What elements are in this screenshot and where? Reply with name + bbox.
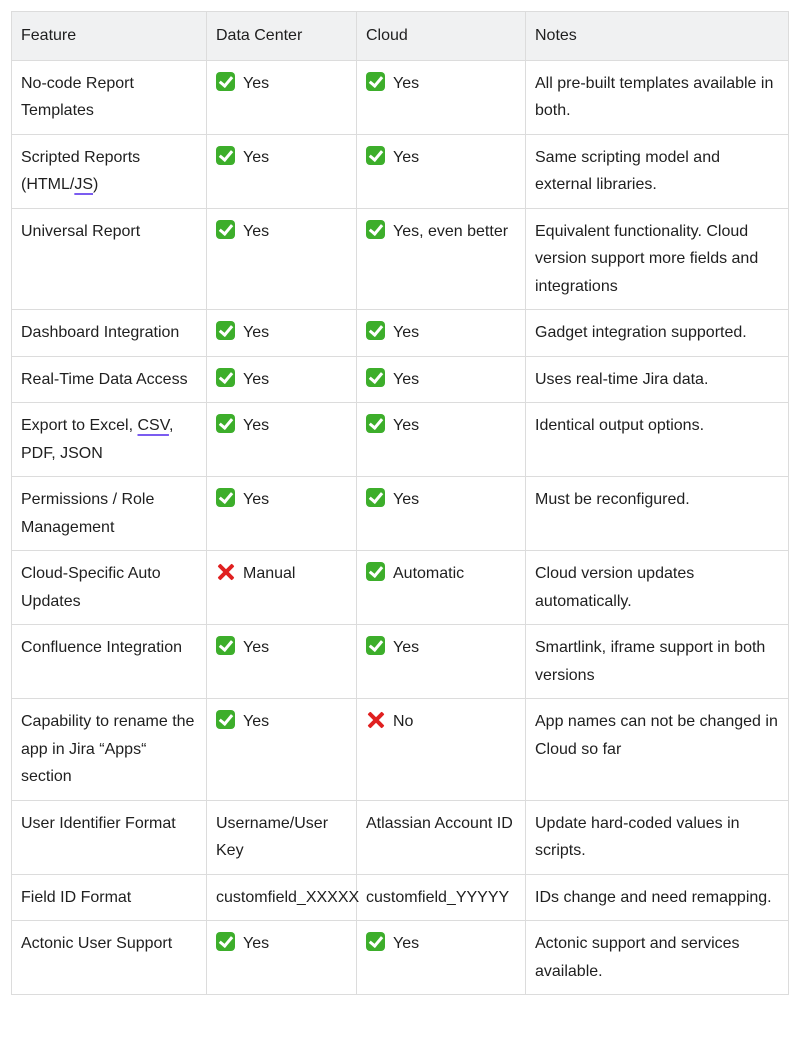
status-text: Automatic: [393, 565, 465, 582]
feature-cell: [12, 874, 207, 921]
status-text: customfield_XXXXX: [216, 888, 360, 906]
cloud-cell: [357, 60, 526, 134]
status-text: Yes: [243, 639, 270, 656]
check-mark-icon: [216, 488, 235, 507]
notes-text: App names can not be changed in Cloud so far: [535, 713, 778, 758]
table-row: [12, 800, 789, 874]
data-center-cell: [207, 356, 357, 403]
check-mark-icon: [216, 710, 235, 729]
notes-cell: [526, 356, 789, 403]
check-mark-icon: [366, 146, 385, 165]
status-text: Yes: [243, 370, 270, 388]
status-text: Yes: [393, 935, 420, 952]
notes-text: Uses real-time Jira data.: [535, 370, 709, 388]
check-mark-icon: [216, 932, 235, 951]
check-mark-icon: [366, 72, 385, 91]
notes-cell: [526, 921, 789, 995]
feature-label: Field ID Format: [21, 888, 132, 906]
cloud-cell: [357, 477, 526, 551]
cross-mark-icon: [216, 562, 235, 581]
status-text: Yes: [243, 324, 270, 341]
data-center-cell: [207, 477, 357, 551]
check-mark-icon: [366, 220, 385, 239]
status-text: Atlassian Account ID: [366, 814, 513, 832]
status-text: Yes, even better: [393, 222, 509, 240]
notes-text: Must be reconfigured.: [535, 491, 690, 508]
status-text: Yes: [243, 713, 270, 730]
data-center-cell: [207, 208, 357, 310]
table-row: [12, 699, 789, 801]
check-mark-icon: [216, 368, 235, 387]
cloud-cell: [357, 625, 526, 699]
notes-cell: [526, 477, 789, 551]
feature-cell: [12, 477, 207, 551]
cloud-cell: [357, 310, 526, 357]
feature-cell: [12, 551, 207, 625]
feature-label: Real-Time Data Access: [21, 370, 188, 388]
feature-label: Cloud-Specific Auto Updates: [21, 565, 161, 610]
status-text: Yes: [393, 491, 420, 508]
notes-cell: [526, 134, 789, 208]
status-text: Yes: [393, 417, 420, 434]
feature-cell: [12, 800, 207, 874]
cloud-cell: [357, 134, 526, 208]
data-center-cell: [207, 800, 357, 874]
table-row: [12, 477, 789, 551]
feature-label: Universal Report: [21, 222, 141, 240]
check-mark-icon: [216, 72, 235, 91]
table-row: [12, 874, 789, 921]
notes-cell: [526, 310, 789, 357]
table-row: [12, 356, 789, 403]
data-center-cell: [207, 134, 357, 208]
header-data-center: Data Center: [207, 12, 357, 61]
check-mark-icon: [366, 321, 385, 340]
feature-label: Scripted Reports (HTML/JS): [21, 148, 141, 193]
notes-text: All pre-built templates available in both.: [535, 74, 774, 119]
notes-text: Smartlink, iframe support in both versions: [535, 639, 766, 684]
feature-cell: [12, 356, 207, 403]
notes-text: Cloud version updates automatically.: [535, 565, 695, 610]
data-center-cell: [207, 921, 357, 995]
check-mark-icon: [216, 321, 235, 340]
notes-text: Equivalent functionality. Cloud version support more fields and integrations: [535, 222, 759, 295]
data-center-cell: [207, 699, 357, 801]
status-text: Yes: [393, 148, 420, 166]
check-mark-icon: [366, 636, 385, 655]
table-row: [12, 921, 789, 995]
feature-label: No-code Report Templates: [21, 74, 134, 119]
cloud-cell: [357, 208, 526, 310]
feature-cell: [12, 208, 207, 310]
table-row: [12, 551, 789, 625]
comparison-table: [11, 11, 789, 995]
check-mark-icon: [366, 414, 385, 433]
status-text: Yes: [243, 74, 270, 92]
data-center-cell: [207, 60, 357, 134]
notes-cell: [526, 800, 789, 874]
status-text: Yes: [393, 74, 420, 92]
status-text: Yes: [243, 417, 270, 434]
cloud-cell: [357, 699, 526, 801]
spellcheck-underline: CSV: [137, 417, 169, 434]
data-center-cell: [207, 310, 357, 357]
feature-cell: [12, 310, 207, 357]
feature-label: Confluence Integration: [21, 639, 182, 656]
cloud-cell: [357, 800, 526, 874]
feature-cell: [12, 625, 207, 699]
status-text: Yes: [243, 148, 270, 166]
status-text: Username/User Key: [216, 814, 329, 859]
notes-text: Gadget integration supported.: [535, 324, 747, 341]
notes-text: Actonic support and services available.: [535, 935, 740, 980]
cloud-cell: [357, 921, 526, 995]
status-text: Manual: [243, 565, 296, 582]
data-center-cell: [207, 551, 357, 625]
status-text: Yes: [393, 324, 420, 341]
notes-cell: [526, 208, 789, 310]
check-mark-icon: [366, 488, 385, 507]
cloud-cell: [357, 551, 526, 625]
feature-label: User Identifier Format: [21, 814, 176, 832]
cross-mark-icon: [366, 710, 385, 729]
cloud-cell: [357, 403, 526, 477]
feature-cell: [12, 134, 207, 208]
table-row: [12, 403, 789, 477]
feature-label: Actonic User Support: [21, 935, 173, 952]
check-mark-icon: [366, 932, 385, 951]
header-cloud: Cloud: [357, 12, 526, 61]
cloud-cell: [357, 356, 526, 403]
data-center-cell: [207, 874, 360, 921]
table-row: [12, 208, 789, 310]
feature-cell: [12, 403, 207, 477]
feature-label: Dashboard Integration: [21, 324, 180, 341]
notes-cell: [526, 625, 789, 699]
notes-text: Same scripting model and external libraries.: [535, 148, 720, 193]
status-text: Yes: [243, 935, 270, 952]
status-text: No: [393, 713, 414, 730]
data-center-cell: [207, 625, 357, 699]
notes-cell: [526, 551, 789, 625]
check-mark-icon: [216, 414, 235, 433]
check-mark-icon: [216, 146, 235, 165]
feature-cell: [12, 60, 207, 134]
notes-text: Identical output options.: [535, 417, 705, 434]
check-mark-icon: [216, 636, 235, 655]
feature-label: Capability to rename the app in Jira “Apps“ section: [21, 713, 195, 785]
data-center-cell: [207, 403, 357, 477]
notes-cell: [526, 874, 789, 921]
header-row: [12, 12, 789, 61]
table-row: [12, 60, 789, 134]
status-text: Yes: [243, 222, 270, 240]
status-text: Yes: [393, 639, 420, 656]
feature-cell: [12, 699, 207, 801]
notes-cell: [526, 699, 789, 801]
notes-text: IDs change and need remapping.: [535, 888, 772, 906]
header-feature: Feature: [12, 12, 207, 61]
feature-label: Permissions / Role Management: [21, 491, 155, 536]
check-mark-icon: [366, 368, 385, 387]
table-row: [12, 134, 789, 208]
notes-cell: [526, 403, 789, 477]
check-mark-icon: [216, 220, 235, 239]
notes-cell: [526, 60, 789, 134]
header-notes: Notes: [526, 12, 789, 61]
feature-cell: [12, 921, 207, 995]
notes-text: Update hard-coded values in scripts.: [535, 814, 740, 859]
table-row: [12, 625, 789, 699]
status-text: customfield_YYYYY: [366, 888, 510, 906]
status-text: Yes: [243, 491, 270, 508]
status-text: Yes: [393, 370, 420, 388]
table-row: [12, 310, 789, 357]
feature-label: Export to Excel, CSV, PDF, JSON: [21, 417, 174, 462]
spellcheck-underline: JS: [74, 176, 93, 193]
cloud-cell: [357, 874, 526, 921]
check-mark-icon: [366, 562, 385, 581]
